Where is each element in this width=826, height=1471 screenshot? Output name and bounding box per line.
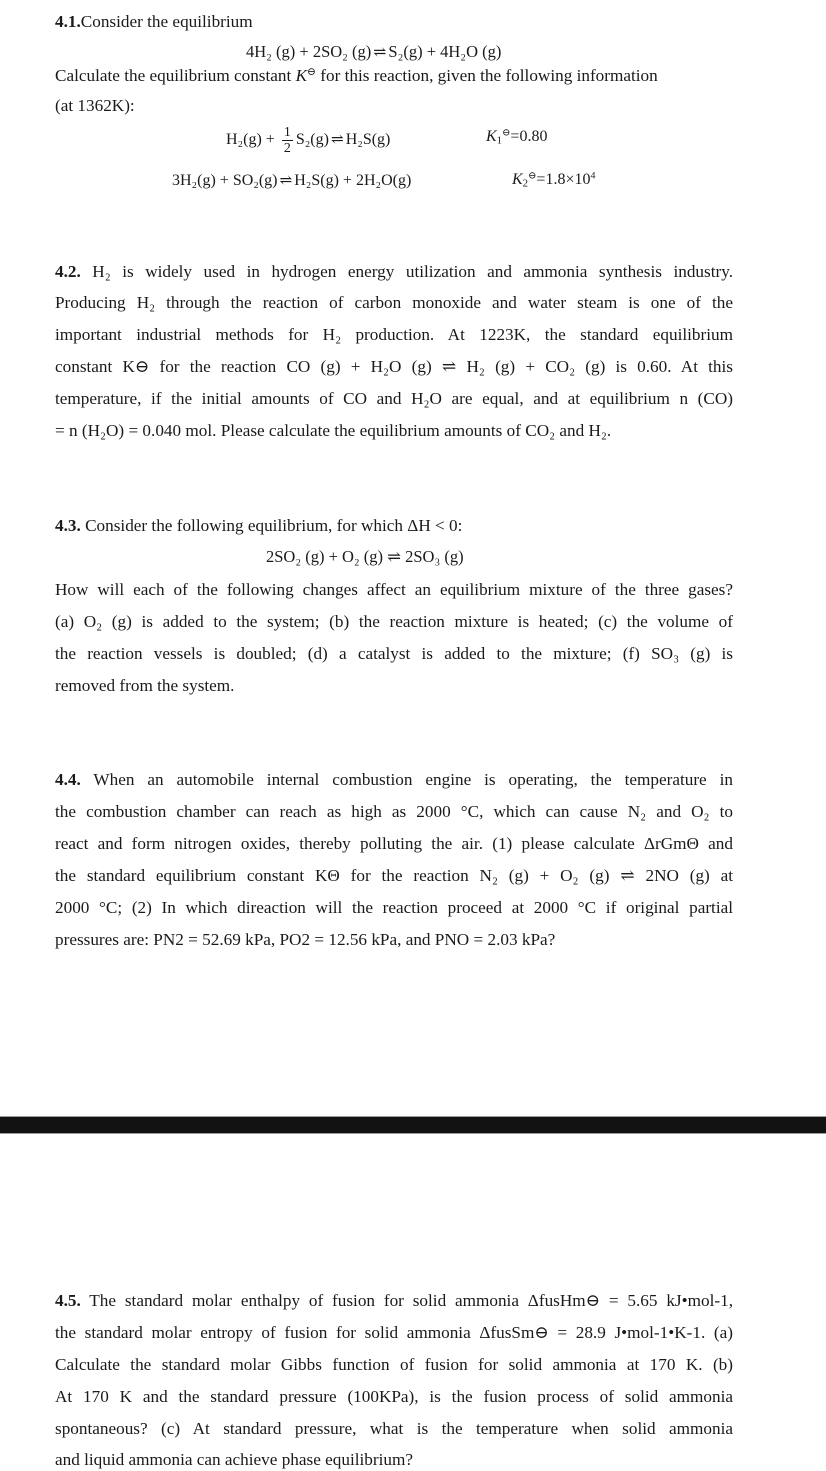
section-4-4-line-3: react and form nitrogen oxides, thereby polluting the air. (1) please calculate ΔrGmΘ and (55, 834, 733, 853)
section-4-5-line-5: spontaneous? (c) At standard pressure, what is the temperature when solid ammonia (55, 1419, 733, 1438)
section-4-1-heading (55, 12, 253, 32)
section-4-3-line-4: removed from the system. (55, 676, 235, 695)
section-4-1-prompt-line2: (at 1362K): (55, 96, 135, 115)
k2-value: $K_2^⊖=1.8\times 10^4$ (512, 170, 596, 190)
section-4-4-line-2: the combustion chamber can reach as high as 2000 °C, which can cause N₂ and O₂ to (55, 802, 733, 821)
section-4-4-line-5: 2000 °C; (2) In which direaction will the reaction proceed at 2000 °C if original partial (55, 898, 733, 917)
section-4-2-line-3: important industrial methods for H₂ production. At 1223K, the standard equilibrium (55, 325, 733, 344)
section-4-5-line-6: and liquid ammonia can achieve phase equilibrium? (55, 1450, 413, 1469)
section-4-2-line-5: temperature, if the initial amounts of CO and H₂O are equal, and at equilibrium n (CO) (55, 389, 733, 408)
equilibrium-arrow-icon: ⇌ (330, 131, 344, 149)
section-number: 4.1. (55, 12, 81, 31)
equilibrium-arrow-icon: ⇌ (279, 172, 293, 189)
section-number: 4.5. (55, 1291, 81, 1310)
section-4-5-line-2: the standard molar entropy of fusion for solid ammonia ΔfusSm⊖ = 28.9 J•mol-1•K-1. (a) (55, 1323, 733, 1342)
section-4-4-line-1: 4.4. When an automobile internal combustion engine is operating, the temperature in (55, 770, 733, 789)
k1-value: $K_1^⊖=0.80$ (486, 127, 548, 147)
main-reaction-equation: 4H₂ (g) + 2SO₂ (g) ⇌ S₂(g) + 4H₂O (g) (246, 42, 502, 61)
section-number: 4.3. (55, 516, 81, 535)
section-4-2-line-4: constant K⊖ for the reaction CO (g) + H₂O (g) ⇌ H₂ (g) + CO₂ (g) is 0.60. At this (55, 357, 733, 376)
equilibrium-arrow-icon: ⇌ (373, 44, 387, 61)
section-intro: Consider the equilibrium (80, 12, 253, 31)
section-number: 4.2. (55, 262, 81, 281)
one-half-fraction: $\frac{1}{2}$ (283, 125, 291, 156)
given-reaction-1: H₂(g) + $\frac{1}{2}$ S₂(g) ⇌ H₂S(g) (226, 125, 391, 156)
section-4-3-line-1: How will each of the following changes affect an equilibrium mixture of the three gases? (55, 580, 733, 599)
section-4-1-prompt-line1: Calculate the equilibrium constant K⊖ for this reaction, given the following information (55, 66, 658, 85)
section-4-3-heading: 4.3. Consider the following equilibrium, for which ΔH < 0: (55, 516, 463, 535)
given-reaction-2: 3H₂(g) + SO₂(g) ⇌ H₂S(g) + 2H₂O(g) (172, 172, 412, 189)
section-4-5-line-1: 4.5. The standard molar enthalpy of fusion for solid ammonia ΔfusHm⊖ = 5.65 kJ•mol-1, (55, 1291, 733, 1310)
section-4-5-line-3: Calculate the standard molar Gibbs function of fusion for solid ammonia at 170 K. (b) (55, 1355, 733, 1374)
section-4-3-line-2: (a) O₂ (g) is added to the system; (b) the reaction mixture is heated; (c) the volume of (55, 612, 733, 631)
section-4-4-line-6: pressures are: PN2 = 52.69 kPa, PO2 = 12.56 kPa, and PNO = 2.03 kPa? (55, 930, 556, 949)
section-4-5-line-4: At 170 K and the standard pressure (100KPa), is the fusion process of solid ammonia (55, 1387, 733, 1406)
section-4-2-line-2: Producing H₂ through the reaction of carbon monoxide and water steam is one of the (55, 293, 733, 312)
section-4-3-line-3: the reaction vessels is doubled; (d) a catalyst is added to the mixture; (f) SO₃ (g) is (55, 644, 733, 663)
section-4-4-line-4: the standard equilibrium constant KΘ for the reaction N₂ (g) + O₂ (g) ⇌ 2NO (g) at (55, 866, 733, 885)
section-4-2-line-6: = n (H₂O) = 0.040 mol. Please calculate the equilibrium amounts of CO₂ and H₂. (55, 421, 612, 440)
section-number: 4.4. (55, 770, 81, 789)
section-4-3-reaction: 2SO₂ (g) + O₂ (g) ⇌ 2SO₃ (g) (266, 547, 464, 566)
page-divider-bar (0, 1116, 826, 1134)
section-4-2-line-1: 4.2. H₂ is widely used in hydrogen energy utilization and ammonia synthesis industry. (55, 262, 733, 281)
